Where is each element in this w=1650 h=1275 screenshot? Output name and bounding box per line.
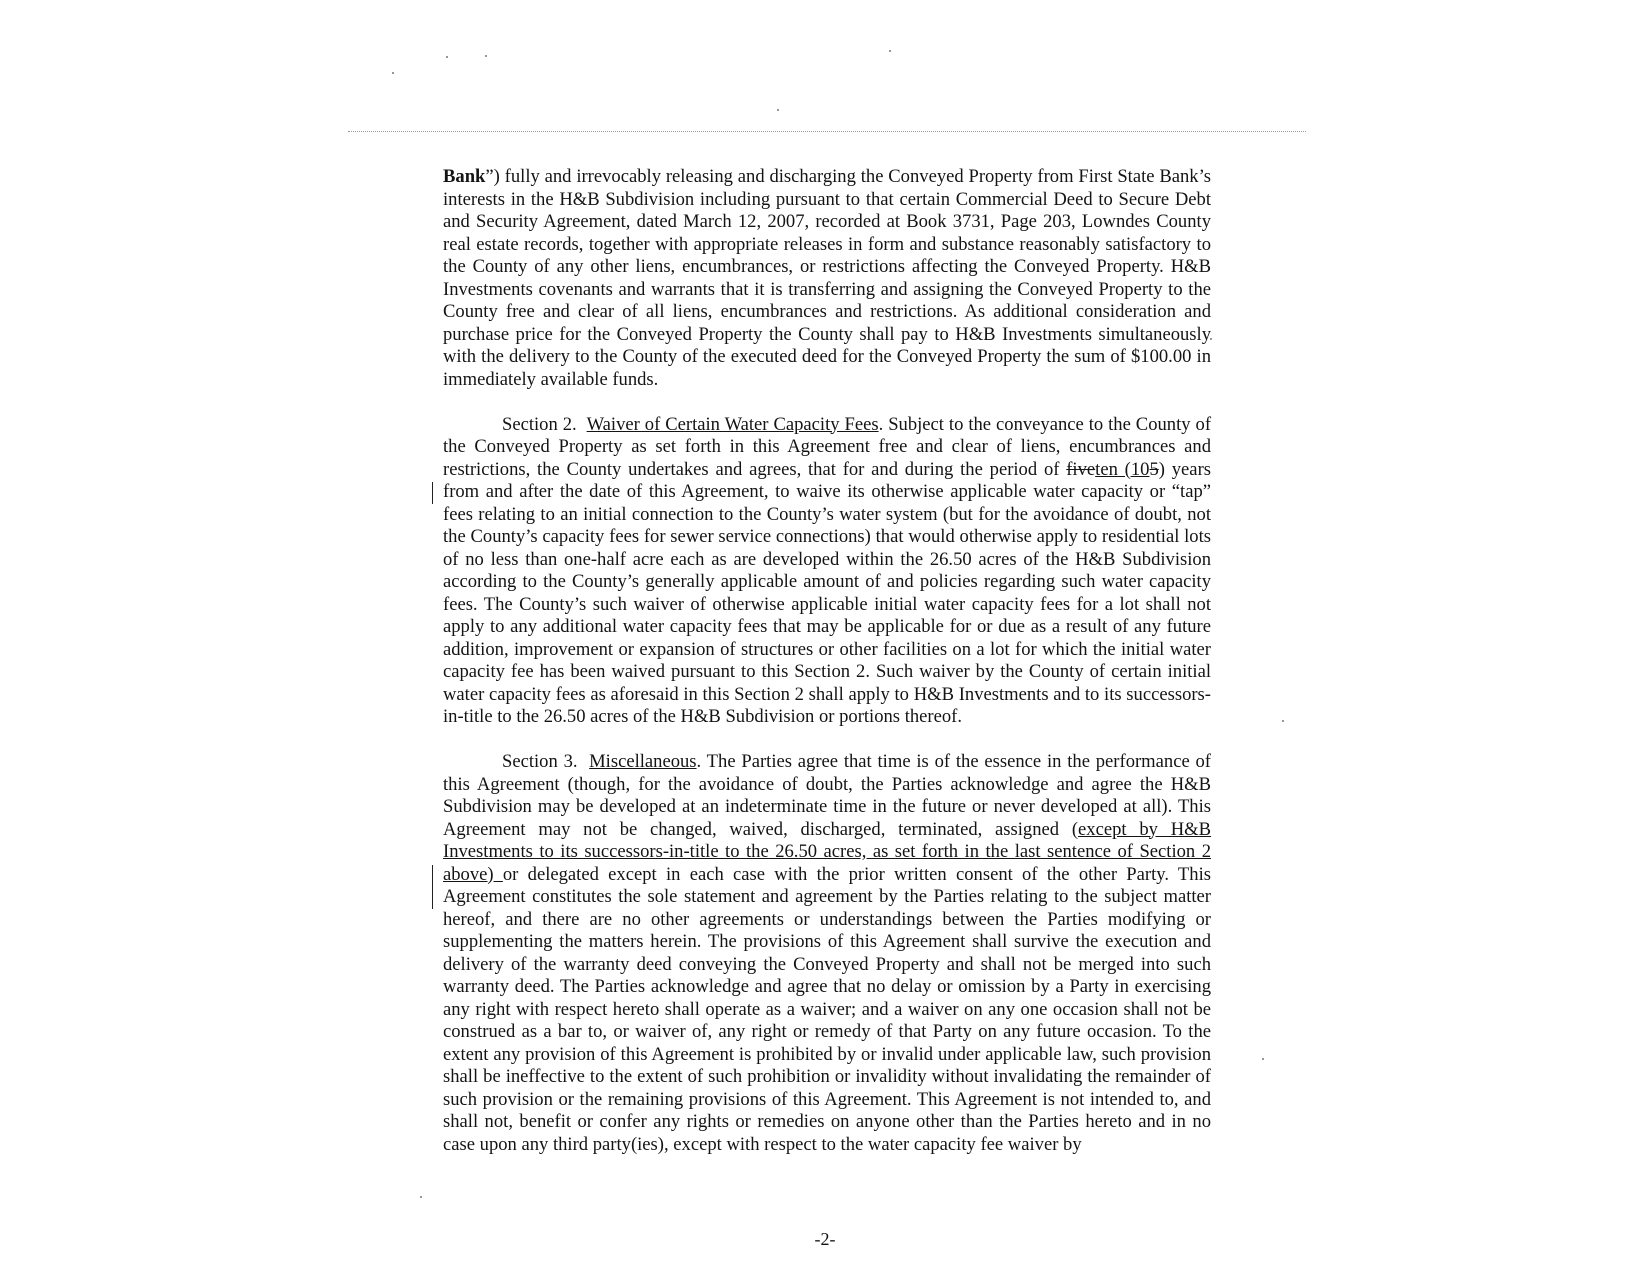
scan-speck bbox=[446, 56, 448, 58]
section-2-label: Section 2. bbox=[502, 413, 577, 435]
paragraph-1 bbox=[443, 166, 1211, 391]
bank-bold-lead: Bank bbox=[443, 166, 486, 187]
scan-speck bbox=[1282, 720, 1284, 722]
paren-close: ) bbox=[1158, 458, 1165, 480]
scan-speck bbox=[1262, 1058, 1264, 1060]
scan-speck bbox=[420, 1196, 422, 1198]
inserted-word: ten bbox=[1095, 458, 1118, 480]
deleted-digit: 5 bbox=[1149, 458, 1159, 480]
header-rule bbox=[348, 131, 1306, 132]
scan-speck bbox=[485, 55, 487, 57]
section-2-text-a: . Subject to the conveyance to the County of the Conveyed Property as set forth in this Agreement free and clear of liens, encumbrances and restrictions, the County undertakes and agrees, that for and during the period of bbox=[443, 413, 1212, 480]
document-body bbox=[443, 166, 1211, 1179]
section-3-text-a: . The Parties agree that time is of the essence in the performance of this Agreement (though, for the avoidance of doubt, the Parties acknowledge and agree the H&B Subdivision may be developed at an indeterminate time in the future or never developed at all). This Agreement may not be changed, waived, discharged, terminated, assigned bbox=[443, 751, 1211, 840]
scan-speck bbox=[889, 50, 891, 52]
section-3-text-b: or delegated except in each case with the prior written consent of the other Party. This Agreement constitutes the sole statement and agreement by the Parties relating to the subject matter hereof, and there are no other agreements or understandings between the Parties modifying or supplementing the matters herein. The provisions of this Agreement shall survive the execution and delivery of the warranty deed conveying the Conveyed Property and shall not be merged into such warranty deed. The Parties acknowledge and agree that no delay or omission by a Party in exercising any right with respect hereto shall operate as a waiver; and a waiver on any one occasion shall not be construed as a bar to, or waiver of, any right or remedy of that Party on any future occasion. To the extent any provision of this Agreement is prohibited by or invalid under applicable law, such provision shall be ineffective to the extent of such prohibition or invalidity without invalidating the remainder of such provision or the remaining provisions of this Agreement. This Agreement is not intended to, and shall not, benefit or confer any rights or remedies on anyone other than the Parties hereto and in no case upon any third party(ies), except with respect to the water capacity fee waiver by bbox=[443, 863, 1211, 1155]
section-3-label: Section 3. bbox=[502, 751, 578, 772]
section-3-heading: Miscellaneous bbox=[589, 751, 697, 772]
page-number: -2- bbox=[814, 1229, 836, 1249]
paragraph-1-text: ”) fully and irrevocably releasing and discharging the Conveyed Property from First State Bank’s interests in the H&B Subdivision including pursuant to that certain Commercial Deed to Secure Debt and Security Agreement, dated March 12, 2007, recorded at Book 3731, Page 203, Lowndes County real estate records, together with appropriate releases in form and substance reasonably satisfactory to the County of any other liens, encumbrances, or restrictions affecting the Conveyed Property. H&B Investments covenants and warrants that it is transferring and assigning the Conveyed Property to the County free and clear of all liens, encumbrances and restrictions. As additional consideration and purchase price for the Conveyed Property the County shall pay to H&B Investments simultaneously with the delivery to the County of the executed deed for the Conveyed Property the sum of $100.00 in immediately available funds. bbox=[443, 166, 1211, 390]
scan-speck bbox=[777, 109, 779, 111]
section-2-text-b: years from and after the date of this Agreement, to waive its otherwise applicable water capacity or “tap” fees relating to an initial connection to the County’s water system (but for the avoidance of doubt, not the County’s capacity fees for sewer service connections) that would otherwise apply to residential lots of no less than one-half acre each as are developed within the 26.50 acres of the H&B Subdivision according to the County’s generally applicable amount of and policies regarding such water capacity fees. The County’s such waiver of otherwise applicable initial water capacity fees for a lot shall not apply to any additional water capacity fees that may be applicable for or due as a result of any future addition, improvement or expansion of structures or other facilities on a lot for which the initial water capacity fee has been waived pursuant to this Section 2. Such waiver by the County of certain initial water capacity fees as aforesaid in this Section 2 shall apply to H&B Investments and to its successors-in-title to the 26.50 acres of the H&B Subdivision or portions thereof. bbox=[443, 458, 1211, 727]
deleted-word: five bbox=[1066, 458, 1096, 480]
section-2 bbox=[443, 414, 1211, 729]
section-2-heading: Waiver of Certain Water Capacity Fees bbox=[586, 413, 879, 435]
revision-change-bar bbox=[432, 482, 433, 504]
revision-change-bar bbox=[432, 865, 433, 909]
scan-speck bbox=[392, 72, 394, 74]
inserted-text: (except by H&B Investments to its successors-in-title to the 26.50 acres, as set forth in the last sentence of Section 2 above) bbox=[443, 818, 1211, 885]
paren-open: (10 bbox=[1117, 458, 1150, 480]
section-3 bbox=[443, 751, 1211, 1156]
